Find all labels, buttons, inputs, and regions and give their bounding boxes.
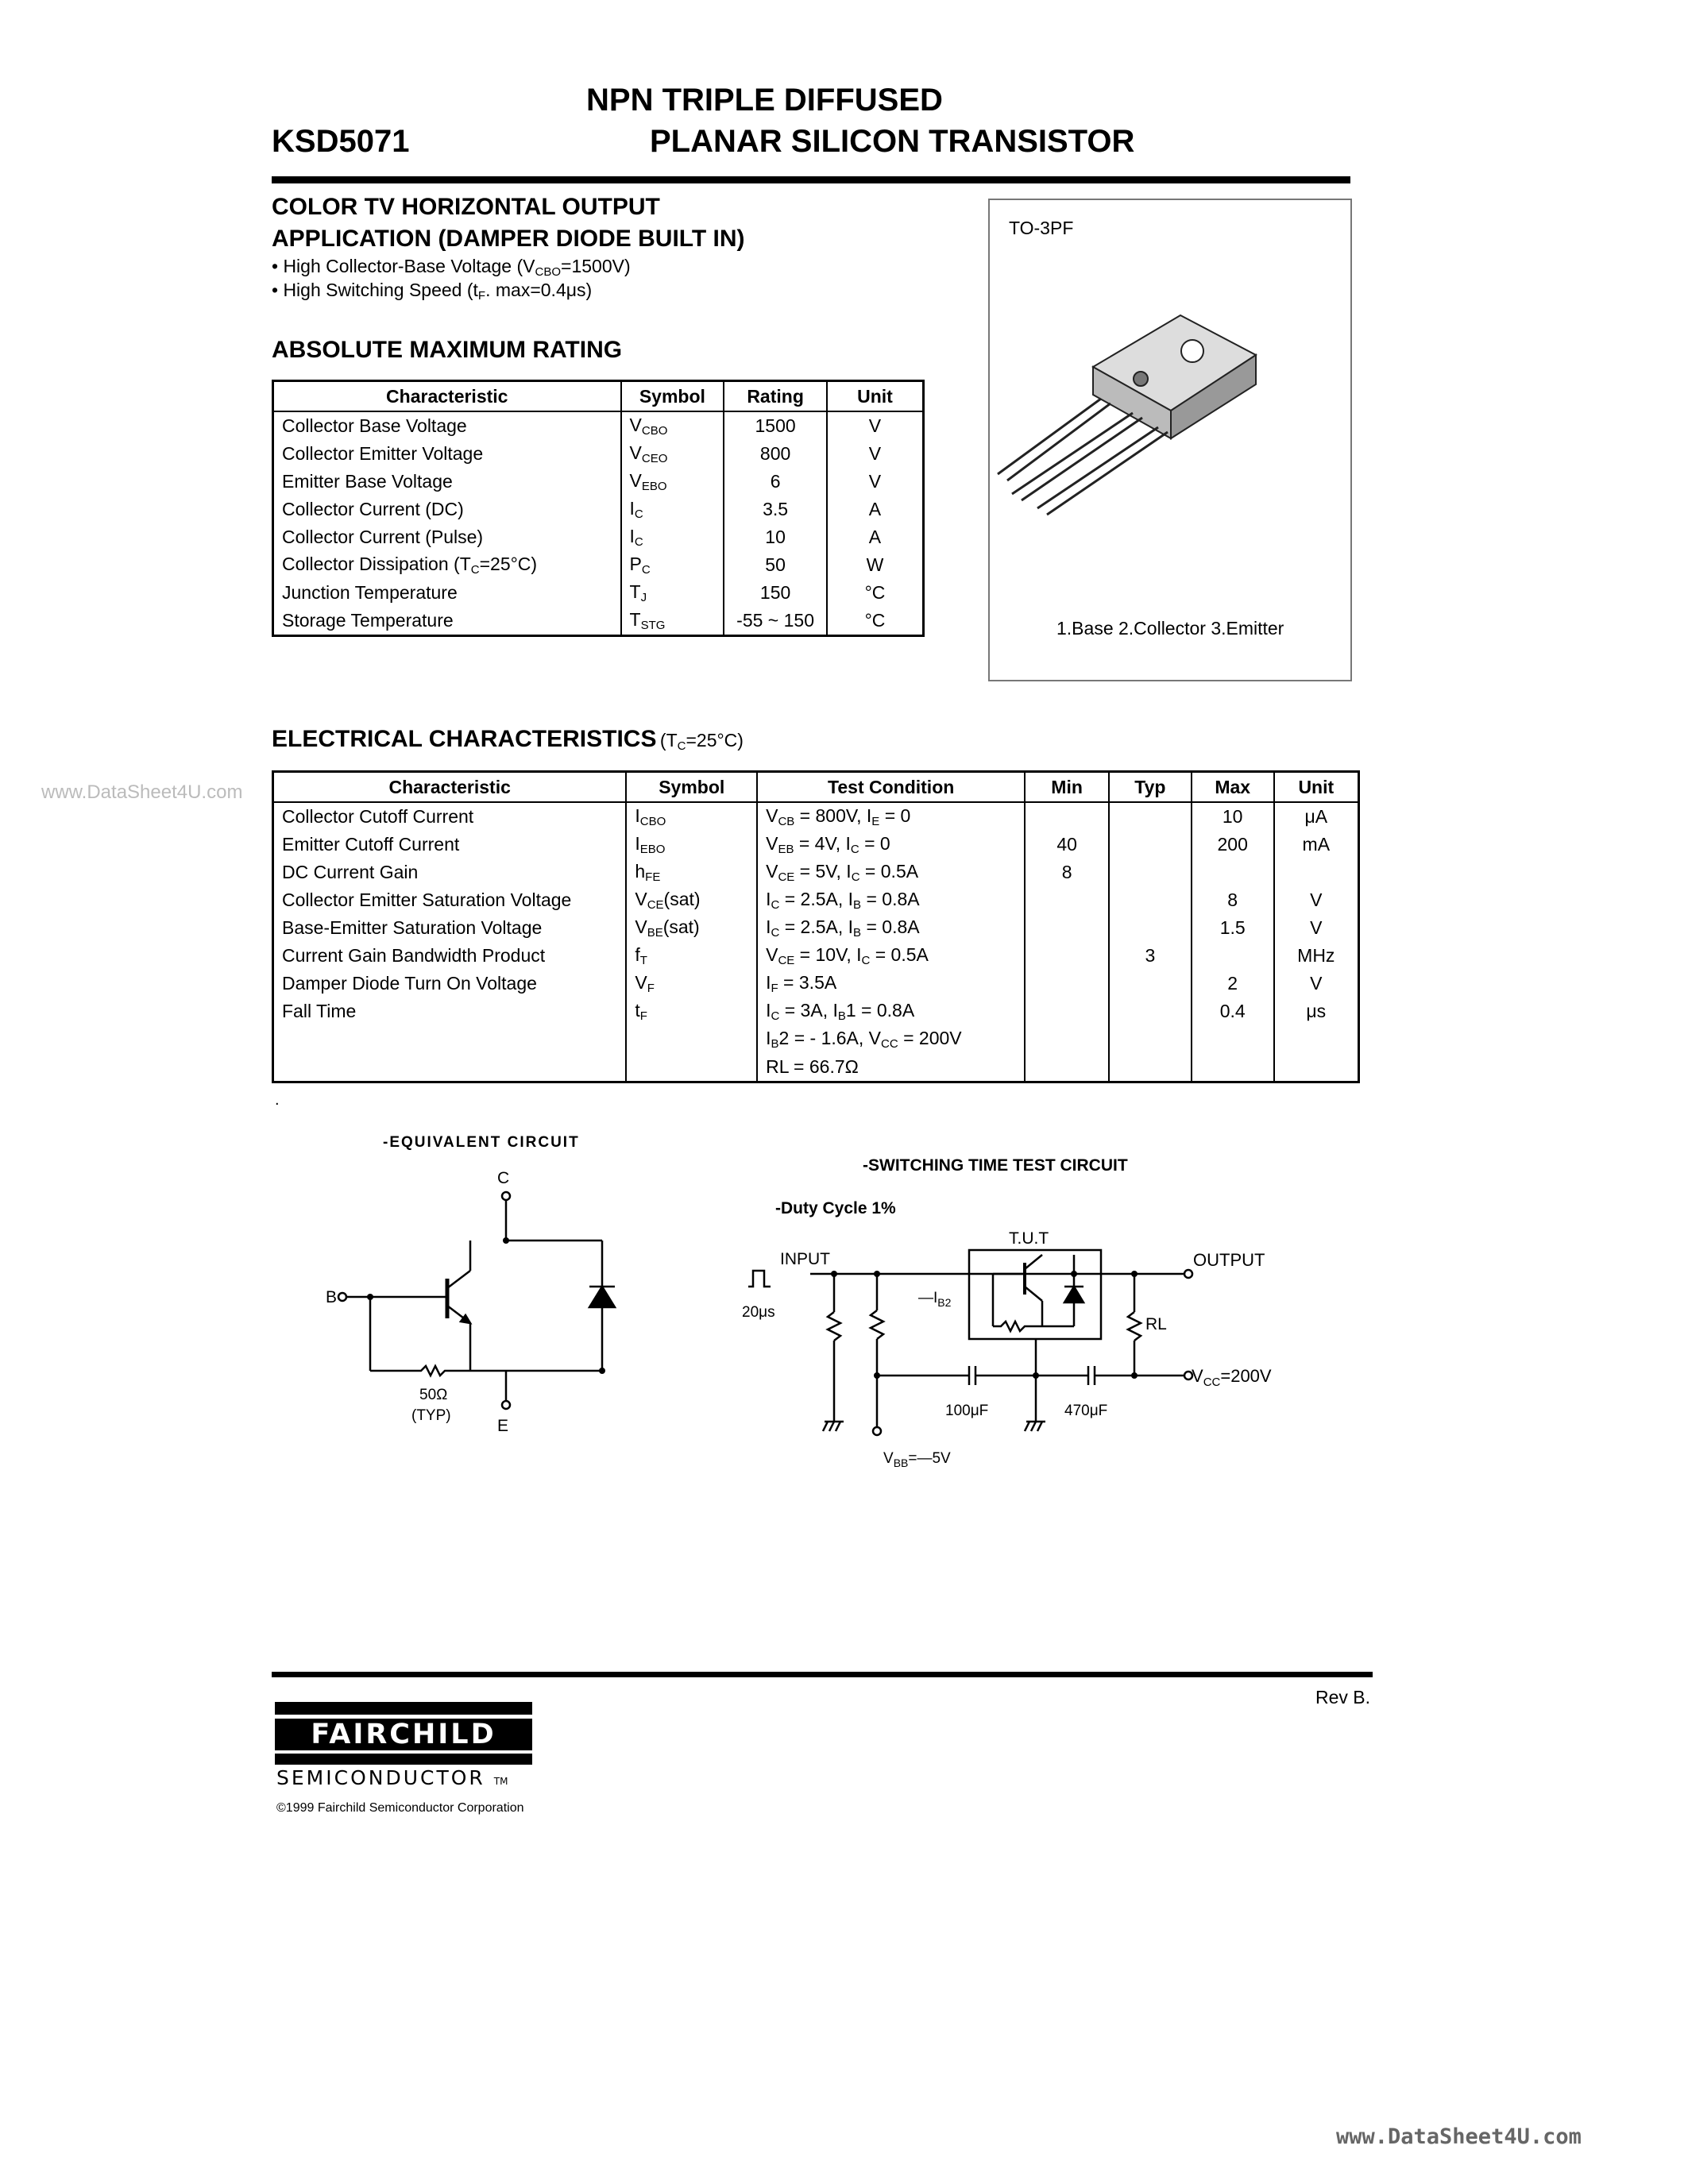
part-number: KSD5071 [272, 124, 410, 159]
col-unit: Unit [1274, 772, 1359, 803]
package-pins: 1.Base 2.Collector 3.Emitter [1056, 618, 1284, 639]
abs-max-header-row [273, 381, 924, 412]
abs-max-unit: W [827, 551, 924, 579]
footer-rule [272, 1672, 1373, 1677]
switch-vbb: $V_{BB}=—5V$ [883, 1450, 951, 1469]
abs-max-symbol: $I_C$ [621, 523, 724, 551]
abs-max-characteristic: Storage Temperature [273, 607, 621, 636]
watermark-bottom: www.DataSheet4U.com [1336, 2124, 1582, 2149]
elec-max [1192, 1053, 1274, 1082]
elec-title: ELECTRICAL CHARACTERISTICS [272, 726, 657, 752]
elec-test-condition: $V_{CE} = 5V$, $I_C = 0.5A$ [757, 859, 1025, 886]
abs-max-characteristic: Collector Base Voltage [273, 411, 621, 440]
elec-symbol: $h_{FE}$ [626, 859, 757, 886]
elec-unit [1274, 859, 1359, 886]
title-line2: PLANAR SILICON TRANSISTOR [650, 124, 1135, 159]
elec-row [273, 1053, 1359, 1082]
logo-tm: TM [493, 1776, 508, 1787]
elec-row [273, 831, 1359, 859]
elec-test-condition: $I_F = 3.5A$ [757, 970, 1025, 997]
elec-unit: MHz [1274, 942, 1359, 970]
elec-max: 200 [1192, 831, 1274, 859]
revision: Rev B. [1315, 1687, 1371, 1707]
elec-typ: 3 [1109, 942, 1192, 970]
elec-min [1025, 997, 1109, 1025]
elec-max [1192, 859, 1274, 886]
elec-min [1025, 802, 1109, 831]
elec-characteristic: Current Gain Bandwidth Product [273, 942, 627, 970]
elec-symbol: $I_{CBO}$ [626, 802, 757, 831]
col-test-condition: Test Condition [757, 772, 1025, 803]
elec-test-condition: $I_C = 2.5A$, $I_B = 0.8A$ [757, 914, 1025, 942]
abs-max-unit: V [827, 440, 924, 468]
abs-max-row [273, 607, 924, 636]
elec-unit: μs [1274, 997, 1359, 1025]
switch-input: INPUT [780, 1250, 830, 1268]
equiv-label-c: C [497, 1169, 510, 1187]
abs-max-symbol: $V_{CBO}$ [621, 411, 724, 440]
switch-output: OUTPUT [1193, 1250, 1265, 1270]
elec-row [273, 914, 1359, 942]
abs-max-rating: 800 [724, 440, 827, 468]
elec-min: 40 [1025, 831, 1109, 859]
abs-max-symbol: $V_{CEO}$ [621, 440, 724, 468]
abs-max-symbol: $V_{EBO}$ [621, 468, 724, 496]
elec-symbol [626, 1053, 757, 1082]
elec-test-condition: $I_B2$ = - 1.6A, $V_{CC} = 200V$ [757, 1025, 1025, 1053]
elec-test-condition: $I_C = 3A$, $I_B1 = 0.8A$ [757, 997, 1025, 1025]
elec-min: 8 [1025, 859, 1109, 886]
elec-symbol: $V_{BE}(sat)$ [626, 914, 757, 942]
elec-row [273, 1025, 1359, 1053]
abs-max-unit: A [827, 523, 924, 551]
elec-table [272, 770, 1360, 1083]
elec-max [1192, 1025, 1274, 1053]
switch-c2: 470μF [1064, 1403, 1108, 1419]
elec-symbol [626, 1025, 757, 1053]
elec-unit: mA [1274, 831, 1359, 859]
abs-max-rating: -55 ~ 150 [724, 607, 827, 636]
elec-symbol: $V_{CE}(sat)$ [626, 886, 757, 914]
abs-max-title: ABSOLUTE MAXIMUM RATING [272, 337, 623, 363]
abs-max-unit: °C [827, 579, 924, 607]
stray-dot: . [275, 1091, 280, 1109]
abs-max-symbol: $I_C$ [621, 496, 724, 523]
equiv-resistor: 50Ω [419, 1387, 448, 1403]
elec-min [1025, 942, 1109, 970]
col-symbol: Symbol [626, 772, 757, 803]
elec-header-row [273, 772, 1359, 803]
watermark-left: www.DataSheet4U.com [41, 781, 243, 803]
elec-typ [1109, 859, 1192, 886]
elec-max: 10 [1192, 802, 1274, 831]
abs-max-unit: A [827, 496, 924, 523]
elec-row [273, 886, 1359, 914]
switch-c1: 100μF [945, 1403, 989, 1419]
elec-max [1192, 942, 1274, 970]
elec-characteristic: Emitter Cutoff Current [273, 831, 627, 859]
abs-max-characteristic: Collector Dissipation $(T_C=25^\circ C)$ [273, 551, 621, 579]
package-drawing [990, 200, 1350, 680]
elec-min [1025, 1053, 1109, 1082]
title-line1: NPN TRIPLE DIFFUSED [586, 83, 943, 118]
elec-typ [1109, 914, 1192, 942]
elec-max: 2 [1192, 970, 1274, 997]
abs-max-symbol: $T_J$ [621, 579, 724, 607]
elec-title-block [272, 726, 744, 753]
elec-row [273, 802, 1359, 831]
switch-title: -SWITCHING TIME TEST CIRCUIT [863, 1156, 1128, 1175]
elec-row [273, 942, 1359, 970]
elec-typ [1109, 886, 1192, 914]
abs-max-rating: 6 [724, 468, 827, 496]
abs-max-rating: 150 [724, 579, 827, 607]
elec-characteristic: Collector Cutoff Current [273, 802, 627, 831]
elec-characteristic [273, 1025, 627, 1053]
abs-max-unit: °C [827, 607, 924, 636]
logo-sub: SEMICONDUCTOR TM [276, 1766, 508, 1789]
abs-max-unit: V [827, 468, 924, 496]
elec-unit [1274, 1025, 1359, 1053]
abs-max-row [273, 468, 924, 496]
abs-max-characteristic: Collector Emitter Voltage [273, 440, 621, 468]
equiv-title: -EQUIVALENT CIRCUIT [383, 1134, 580, 1151]
switch-duty: -Duty Cycle 1% [775, 1199, 896, 1217]
switching-circuit [731, 1136, 1398, 1485]
elec-max: 0.4 [1192, 997, 1274, 1025]
equiv-label-e: E [497, 1417, 509, 1435]
abs-max-rating: 1500 [724, 411, 827, 440]
elec-typ [1109, 802, 1192, 831]
elec-condition: $(T_C=25^\circ C)$ [659, 730, 744, 753]
elec-min [1025, 914, 1109, 942]
elec-typ [1109, 970, 1192, 997]
elec-max: 8 [1192, 886, 1274, 914]
elec-characteristic: DC Current Gain [273, 859, 627, 886]
elec-symbol: $f_T$ [626, 942, 757, 970]
header-rule [272, 176, 1350, 183]
elec-typ [1109, 997, 1192, 1025]
elec-characteristic: Collector Emitter Saturation Voltage [273, 886, 627, 914]
abs-max-table [272, 380, 925, 637]
elec-min [1025, 886, 1109, 914]
elec-symbol: $I_{EBO}$ [626, 831, 757, 859]
col-max: Max [1192, 772, 1274, 803]
elec-test-condition: $V_{EB} = 4V$, $I_C = 0$ [757, 831, 1025, 859]
elec-unit [1274, 1053, 1359, 1082]
feature-1: • High Collector-Base Voltage $(V_{CBO}=1500V)$ [272, 256, 631, 279]
elec-unit: V [1274, 914, 1359, 942]
abs-max-characteristic: Collector Current (DC) [273, 496, 621, 523]
abs-max-characteristic: Emitter Base Voltage [273, 468, 621, 496]
abs-max-rating: 10 [724, 523, 827, 551]
elec-row [273, 859, 1359, 886]
equiv-label-b: B [326, 1288, 338, 1306]
elec-test-condition: $I_C = 2.5A$, $I_B = 0.8A$ [757, 886, 1025, 914]
abs-max-symbol: $P_C$ [621, 551, 724, 579]
elec-symbol: $V_F$ [626, 970, 757, 997]
col-characteristic: Characteristic [273, 381, 621, 412]
col-min: Min [1025, 772, 1109, 803]
elec-characteristic: Fall Time [273, 997, 627, 1025]
copyright: ©1999 Fairchild Semiconductor Corporation [276, 1801, 524, 1815]
switch-ib2: $—I_{B2}$ [918, 1290, 952, 1309]
col-rating: Rating [724, 381, 827, 412]
elec-unit: μA [1274, 802, 1359, 831]
feature-2: • High Switching Speed ($t_F$. max=0.4μs) [272, 280, 593, 303]
elec-typ [1109, 831, 1192, 859]
package-box [988, 199, 1352, 681]
elec-row [273, 970, 1359, 997]
elec-max: 1.5 [1192, 914, 1274, 942]
logo-name: FAIRCHILD [311, 1719, 496, 1750]
elec-characteristic: Damper Diode Turn On Voltage [273, 970, 627, 997]
logo-box [275, 1719, 532, 1750]
elec-unit: V [1274, 886, 1359, 914]
elec-symbol: $t_F$ [626, 997, 757, 1025]
col-unit: Unit [827, 381, 924, 412]
col-typ: Typ [1109, 772, 1192, 803]
package-name: TO-3PF [1009, 218, 1074, 238]
application-line2: APPLICATION (DAMPER DIODE BUILT IN) [272, 226, 745, 252]
equivalent-circuit [310, 1120, 643, 1453]
abs-max-row [273, 551, 924, 579]
switch-tut: T.U.T [1009, 1229, 1049, 1248]
switch-vcc: $V_{CC}=200V$ [1192, 1366, 1272, 1389]
elec-test-condition: $V_{CE} = 10V$, $I_C = 0.5A$ [757, 942, 1025, 970]
abs-max-rating: 3.5 [724, 496, 827, 523]
abs-max-row [273, 579, 924, 607]
abs-max-row [273, 411, 924, 440]
equiv-resistor-note: (TYP) [411, 1407, 451, 1424]
switch-pulse: 20μs [742, 1304, 775, 1321]
logo-bar-top [275, 1702, 532, 1715]
abs-max-symbol: $T_{STG}$ [621, 607, 724, 636]
elec-unit: V [1274, 970, 1359, 997]
elec-min [1025, 1025, 1109, 1053]
col-symbol: Symbol [621, 381, 724, 412]
elec-test-condition: RL = 66.7Ω [757, 1053, 1025, 1082]
switch-rl: RL [1145, 1315, 1167, 1333]
abs-max-characteristic: Junction Temperature [273, 579, 621, 607]
elec-min [1025, 970, 1109, 997]
abs-max-unit: V [827, 411, 924, 440]
logo-bar-bottom [275, 1754, 532, 1765]
elec-typ [1109, 1025, 1192, 1053]
abs-max-row [273, 440, 924, 468]
elec-row [273, 997, 1359, 1025]
elec-characteristic: Base-Emitter Saturation Voltage [273, 914, 627, 942]
application-line1: COLOR TV HORIZONTAL OUTPUT [272, 194, 660, 220]
abs-max-rating: 50 [724, 551, 827, 579]
abs-max-characteristic: Collector Current (Pulse) [273, 523, 621, 551]
elec-typ [1109, 1053, 1192, 1082]
abs-max-row [273, 523, 924, 551]
elec-test-condition: $V_{CB} = 800V$, $I_E = 0$ [757, 802, 1025, 831]
abs-max-row [273, 496, 924, 523]
elec-characteristic [273, 1053, 627, 1082]
col-characteristic: Characteristic [273, 772, 627, 803]
